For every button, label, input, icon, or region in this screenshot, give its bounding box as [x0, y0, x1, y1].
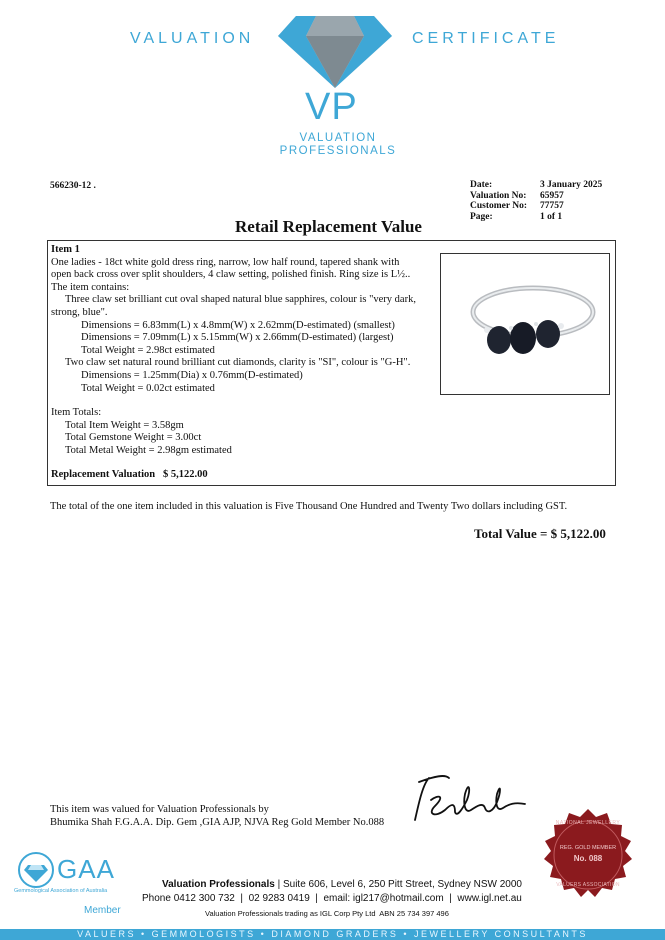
total-value: Total Value = $ 5,122.00: [474, 526, 606, 541]
meta-label: Page:: [470, 211, 493, 222]
total-gemstone-weight: Total Gemstone Weight = 3.00ct: [65, 432, 202, 444]
seal-bottom-text: VALUERS ASSOCIATION: [556, 882, 620, 888]
item-totals-heading: Item Totals:: [51, 407, 102, 419]
diamond-weight: Total Weight = 0.02ct estimated: [81, 382, 215, 394]
logo-line-1: VALUATION: [299, 132, 377, 144]
valuer-block: [50, 804, 430, 829]
item-heading: Item 1: [51, 244, 80, 255]
sapphire-desc-cont: strong, blue".: [51, 306, 108, 318]
ring-image: [441, 254, 609, 394]
meta-value: 3 January 2025: [540, 180, 603, 190]
gaa-letters: GAA: [57, 854, 115, 884]
total-metal-weight: Total Metal Weight = 2.98gm estimated: [65, 444, 232, 456]
seal-middle-2: No. 088: [573, 854, 603, 863]
meta-block: [470, 180, 630, 222]
signature-image: [405, 772, 540, 832]
meta-value: 77757: [540, 201, 564, 211]
meta-value: 1 of 1: [540, 211, 563, 222]
item-desc-line: One ladies - 18ct white gold dress ring, narrow, low half round, tapered shank with: [51, 256, 400, 268]
meta-label: Valuation No:: [470, 190, 527, 201]
seal-top-text: NATIONAL JEWELLERY: [555, 820, 621, 826]
item-photo-frame: [440, 253, 610, 395]
footer-address: | Suite 606, Level 6, 250 Pitt Street, Sydney NSW 2000: [274, 879, 522, 890]
valuer-line-2: Bhumika Shah F.G.A.A. Dip. Gem ,GIA AJP, NJVA Reg Gold Member No.088: [50, 816, 385, 828]
seal-middle-1: REG. GOLD MEMBER: [559, 845, 617, 851]
meta-label: Customer No:: [470, 201, 528, 211]
logo-subtitle: [268, 132, 408, 158]
header-certificate-word: CERTIFICATE: [412, 30, 560, 47]
footer-address-line: [162, 879, 522, 890]
vp-logo-text: VP: [305, 86, 358, 128]
document-title: Retail Replacement Value: [235, 217, 422, 236]
meta-row: [470, 201, 630, 212]
sapphire-dimensions: Dimensions = 7.09mm(L) x 5.15mm(W) x 2.66mm(D-estimated) (largest): [81, 332, 394, 344]
footer-contact: Phone 0412 300 732 | 02 9283 0419 | email: igl217@hotmail.com | www.igl.net.au: [142, 893, 522, 904]
meta-row: [470, 180, 630, 191]
item-contains: The item contains:: [51, 281, 130, 293]
logo-line-2: PROFESSIONALS: [279, 145, 397, 157]
meta-value: 65957: [540, 190, 564, 201]
total-item-weight: Total Item Weight = 3.58gm: [65, 419, 184, 431]
sapphire-weight: Total Weight = 2.98ct estimated: [81, 344, 215, 356]
meta-row: [470, 212, 630, 223]
gaa-member: Member: [84, 905, 121, 916]
diamond-logo-icon: [276, 14, 394, 90]
header-valuation-word: VALUATION: [130, 30, 255, 47]
summary-text: The total of the one item included in this valuation is Five Thousand One Hundred and Twenty Two dollars including GST.: [50, 501, 568, 512]
sapphire-desc: Three claw set brilliant cut oval shaped natural blue sapphires, colour is "very dark,: [65, 294, 416, 306]
seal-stamp: [540, 807, 636, 903]
replacement-valuation: Replacement Valuation $ 5,122.00: [51, 468, 208, 480]
footer-band: VALUERS • GEMMOLOGISTS • DIAMOND GRADERS • JEWELLERY CONSULTANTS: [0, 929, 665, 940]
valuer-line-1: This item was valued for Valuation Professionals by: [50, 804, 269, 815]
reference-number: 566230-12 .: [50, 181, 96, 191]
gaa-gem-icon: [18, 852, 54, 888]
diamond-desc: Two claw set natural round brilliant cut diamonds, clarity is "SI", colour is "G-H".: [65, 357, 411, 369]
meta-label: Date:: [470, 180, 493, 190]
gaa-subtitle: Gemmological Association of Australia: [14, 888, 108, 894]
footer-trading: Valuation Professionals trading as IGL Corp Pty Ltd ABN 25 734 397 496: [205, 909, 449, 918]
item-description: [51, 244, 441, 481]
item-desc-line: open back cross over split shoulders, 4 claw setting, polished finish. Ring size is L½..: [51, 269, 411, 281]
diamond-dimensions: Dimensions = 1.25mm(Dia) x 0.76mm(D-estimated): [81, 369, 303, 381]
meta-row: [470, 191, 630, 202]
sapphire-dimensions: Dimensions = 6.83mm(L) x 4.8mm(W) x 2.62mm(D-estimated) (smallest): [81, 319, 395, 331]
footer-company: Valuation Professionals: [162, 879, 275, 890]
